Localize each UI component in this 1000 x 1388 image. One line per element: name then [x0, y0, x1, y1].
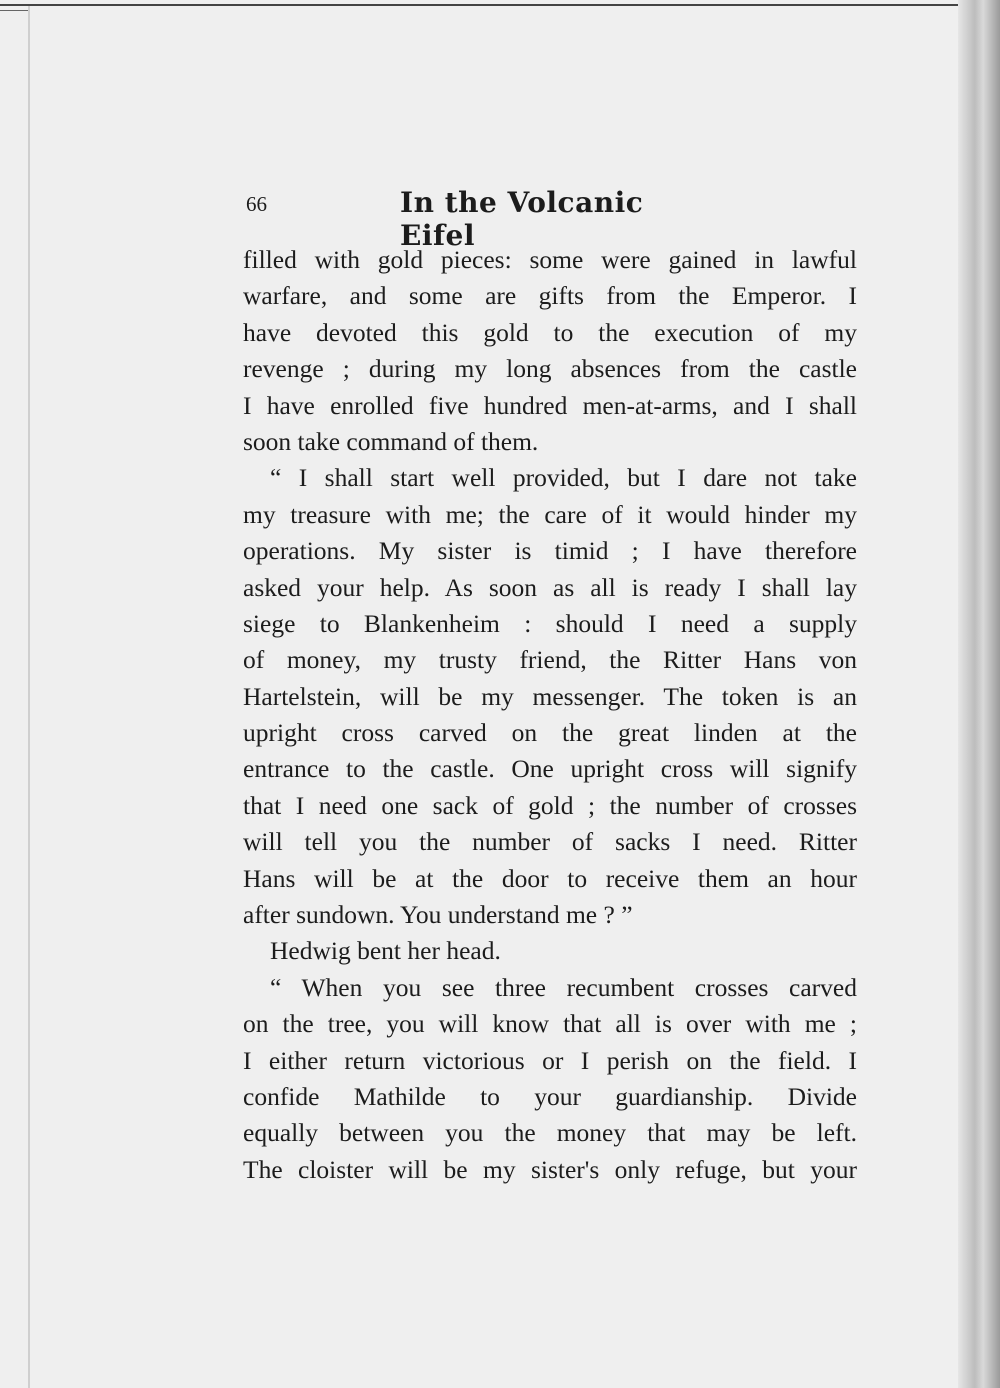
body-text	[243, 242, 857, 1188]
text-line: after sundown. You understand me ? ”	[243, 900, 633, 930]
page-top-rule	[0, 4, 975, 6]
text-line: asked your help. As soon as all is ready I shall lay	[243, 572, 857, 602]
text-line: Hartelstein, will be my messenger. The token is an	[243, 681, 857, 711]
text-line: on the tree, you will know that all is over with me ;	[243, 1009, 857, 1039]
text-line: will tell you the number of sacks I need. Ritter	[243, 827, 857, 857]
text-line: filled with gold pieces: some were gained in lawful	[243, 245, 857, 274]
text-line: Hedwig bent her head.	[270, 936, 501, 966]
text-line: soon take command of them.	[243, 426, 539, 456]
text-line: operations. My sister is timid ; I have therefore	[243, 536, 857, 566]
text-line: Hans will be at the door to receive them an hour	[243, 863, 857, 893]
page-number: 66	[246, 192, 267, 216]
text-line: have devoted this gold to the execution of my	[243, 317, 857, 347]
text-line: entrance to the castle. One upright cross will signify	[243, 754, 857, 784]
running-title: In the Volcanic Eifel	[400, 186, 644, 252]
text-line: equally between you the money that may be left.	[243, 1118, 857, 1148]
text-line: siege to Blankenheim : should I need a supply	[243, 608, 857, 638]
text-line: confide Mathilde to your guardianship. Divide	[243, 1081, 857, 1111]
text-line: revenge ; during my long absences from the castle	[243, 354, 857, 384]
text-line: The cloister will be my sister's only refuge, but your	[243, 1154, 857, 1184]
text-line: that I need one sack of gold ; the number of crosses	[243, 790, 857, 820]
text-line: I have enrolled five hundred men-at-arms, and I shall	[243, 390, 857, 420]
text-line: I either return victorious or I perish on the field. I	[243, 1045, 857, 1075]
text-line: of money, my trusty friend, the Ritter Hans von	[243, 645, 857, 675]
text-line: upright cross carved on the great linden at the	[243, 718, 857, 748]
text-line: warfare, and some are gifts from the Emperor. I	[243, 281, 857, 311]
text-line: “ I shall start well provided, but I dare not take	[270, 463, 857, 493]
text-line: my treasure with me; the care of it would hinder my	[243, 499, 857, 529]
text-line: “ When you see three recumbent crosses carved	[270, 972, 857, 1002]
page-top-rule-left	[0, 10, 30, 11]
page-left-edge	[28, 6, 30, 1388]
book-binding-edge	[958, 0, 1000, 1388]
